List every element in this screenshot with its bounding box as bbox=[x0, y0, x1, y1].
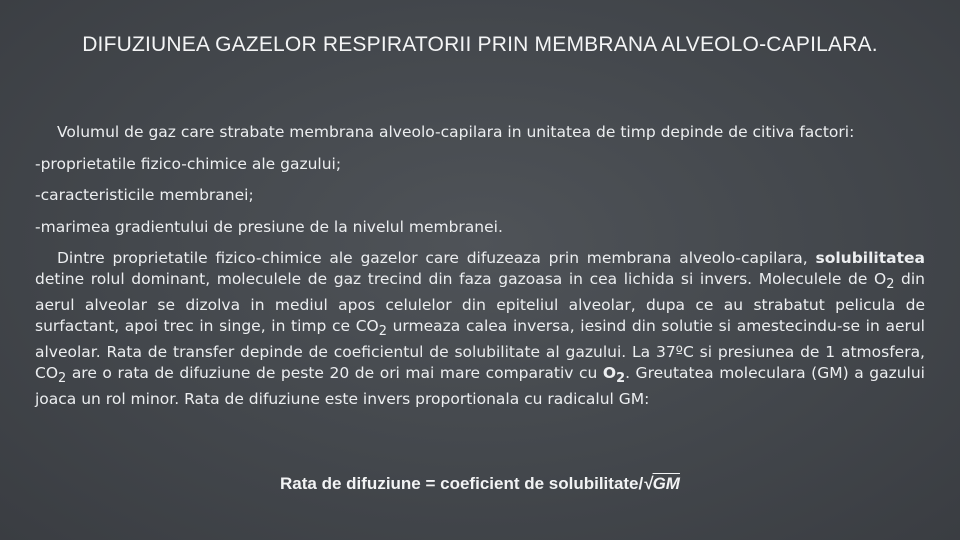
factor-item: -proprietatile fizico-chimice ale gazului; bbox=[35, 154, 342, 173]
chem-o2: $O_2$ bbox=[874, 269, 895, 292]
paragraph-text: din aerul alveolar se dizolva in mediul apos celulelor din epiteliul alveolar, dupa ce au strabatut pelicula de surfactant, apoi trec in singe, in timp ce bbox=[35, 269, 925, 335]
diffusion-formula bbox=[0, 474, 960, 494]
factor-item: -marimea gradientului de presiune de la nivelul membranei. bbox=[35, 217, 503, 236]
sqrt-radicand: GM bbox=[652, 474, 680, 493]
chem-co2: $CO_2$ bbox=[35, 363, 67, 386]
paragraph-text: Dintre proprietatile fizico-chimice ale gazelor care difuzeaza prin membrana alveolo-capilara, bbox=[57, 249, 808, 267]
sqrt-sign: √ bbox=[643, 474, 653, 493]
factor-item: -caracteristicile membranei; bbox=[35, 186, 254, 204]
formula-text: Rata de difuziune = coeficient de solubilitate/ bbox=[280, 474, 644, 493]
slide-title: DIFUZIUNEA GAZELOR RESPIRATORII PRIN MEMBRANA ALVEOLO-CAPILARA. bbox=[82, 33, 878, 56]
paragraph-text: urmeaza calea inversa, iesind din solutie si amestecindu-se in aerul alveolar. Rata de transfer depinde de coeficientul de solubilitate al gazului. La 37ºC si presiunea de 1 atmosfera, bbox=[35, 316, 925, 362]
chem-o2: $O_2$ bbox=[602, 363, 626, 386]
paragraph-text: . Greutatea moleculara (GM) a gazului joaca un rol minor. Rata de difuziune este invers proportionala cu radicalul GM: bbox=[35, 363, 925, 409]
chem-co2: $CO_2$ bbox=[355, 316, 387, 339]
main-paragraph bbox=[35, 248, 925, 410]
square-root bbox=[643, 474, 680, 493]
paragraph-text: detine rolul dominant, moleculele de gaz trecind din faza gazoasa in cea lichida si invers. Moleculele de bbox=[35, 269, 868, 288]
paragraph-text: are o rata de difuziune de peste 20 de ori mai mare comparativ cu bbox=[71, 363, 598, 382]
keyword-solubilitatea: solubilitatea bbox=[815, 249, 925, 267]
intro-paragraph: Volumul de gaz care strabate membrana alveolo-capilara in unitatea de timp depinde de citiva factori: bbox=[57, 123, 855, 141]
slide-body bbox=[35, 122, 925, 410]
